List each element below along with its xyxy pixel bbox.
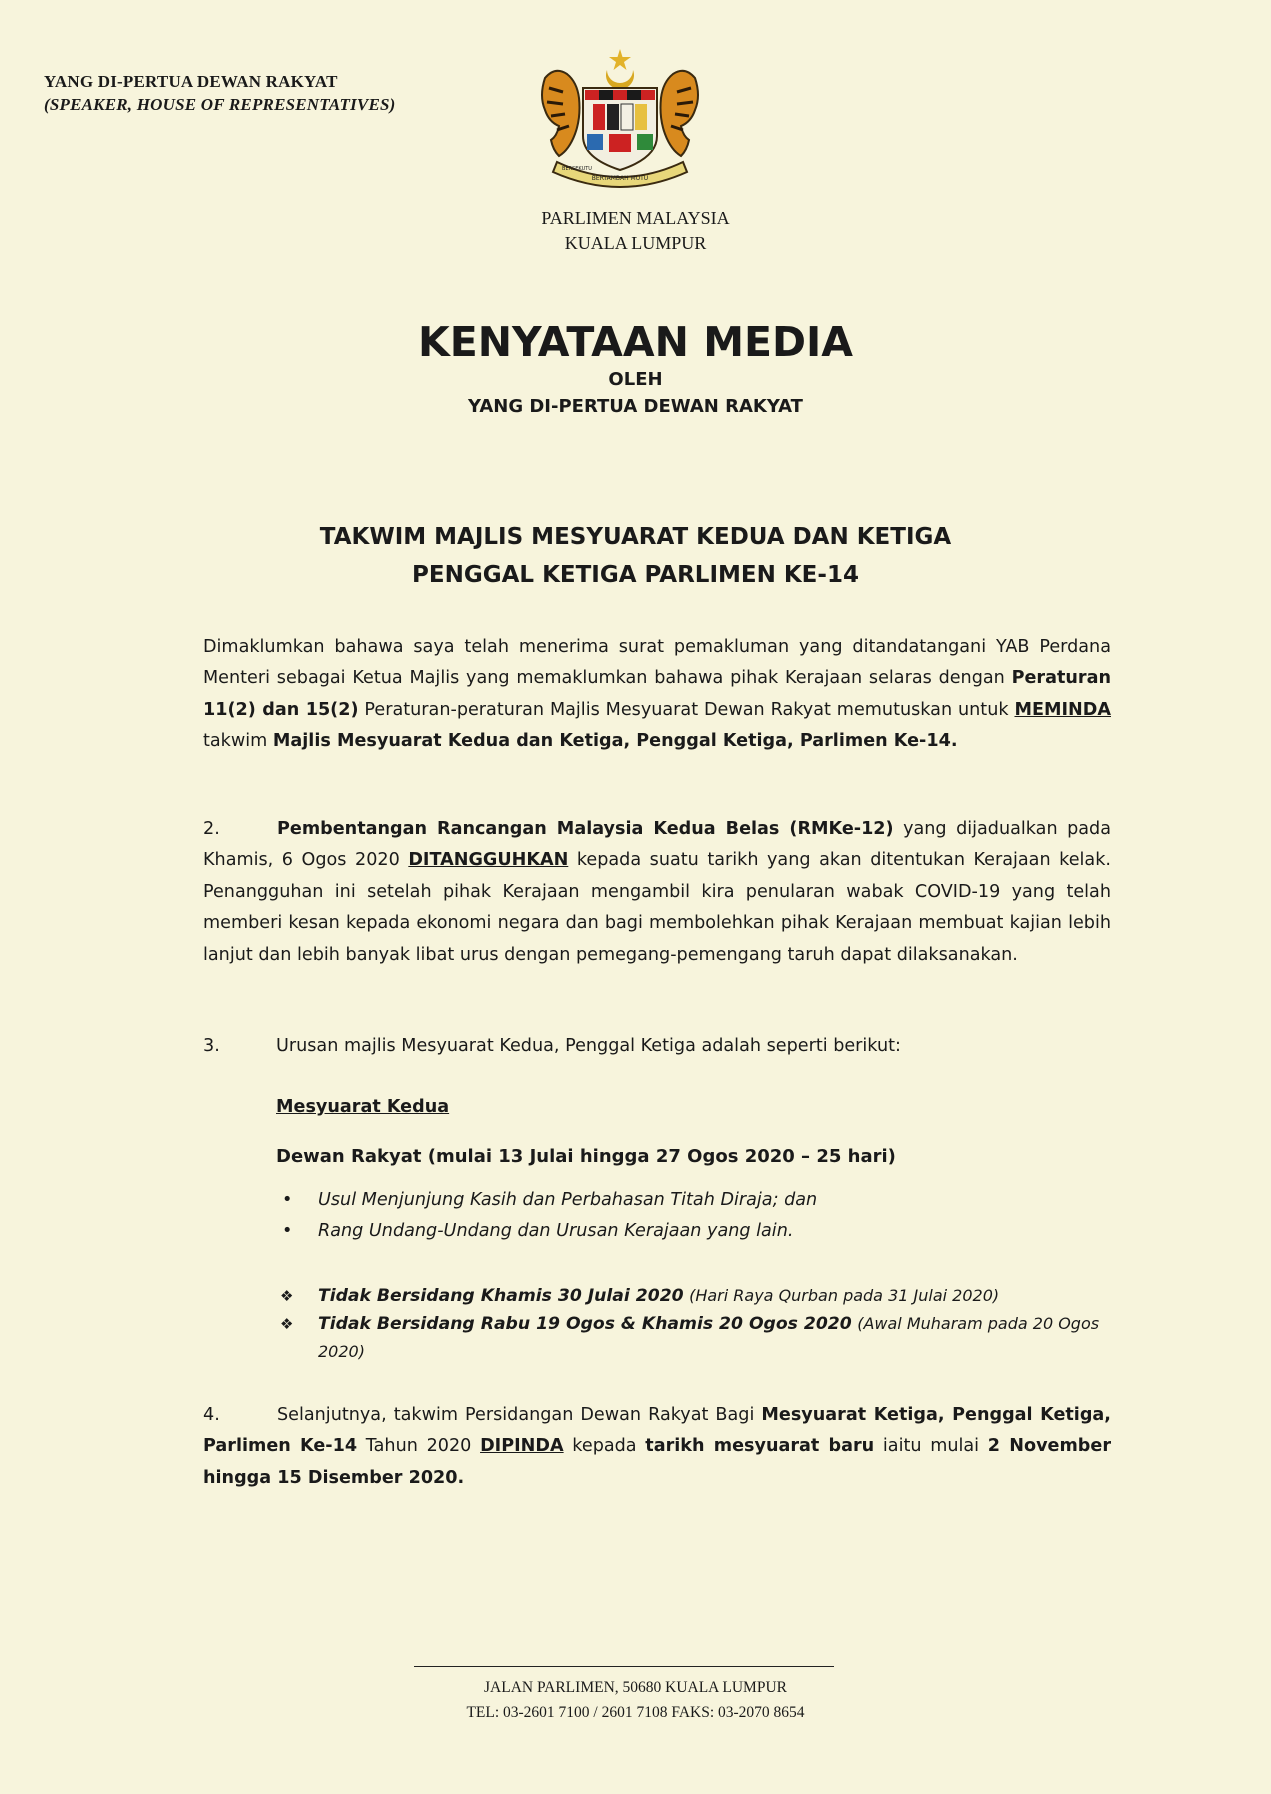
subject-line-1: TAKWIM MAJLIS MESYUARAT KEDUA DAN KETIGA bbox=[319, 524, 952, 550]
agenda-item-2: Rang Undang-Undang dan Urusan Kerajaan yang lain. bbox=[318, 1221, 794, 1241]
footer bbox=[0, 1675, 1271, 1725]
note-2-detail: (Awal Muharam pada 20 Ogos 2020) bbox=[318, 1314, 1100, 1361]
organization-city: KUALA LUMPUR bbox=[564, 233, 707, 253]
subject-line-2: PENGGAL KETIGA PARLIMEN KE-14 bbox=[412, 562, 859, 588]
p4-number: 4. bbox=[203, 1405, 220, 1425]
p2-text-2: kepada suatu tarikh yang akan ditentukan Kerajaan kelak. Penangguhan ini setelah pihak Kerajaan mengambil kira penularan wabak COVID-19 yang telah memberi kesan kepada ekonomi negara dan bagi membolehkan pihak Kerajaan membuat kajian lebih lanjut dan lebih banyak libat urus dengan pemegang-pemengang taruh dapat dilaksanakan. bbox=[203, 850, 1111, 965]
sender-block bbox=[44, 70, 396, 116]
section-date-range: Dewan Rakyat (mulai 13 Julai hingga 27 Ogos 2020 – 25 hari) bbox=[276, 1146, 896, 1167]
paragraph-4 bbox=[203, 1400, 1111, 1494]
p4-new-dates: 2 November hingga 15 Disember 2020. bbox=[203, 1436, 1112, 1488]
page-title: KENYATAAN MEDIA bbox=[417, 318, 854, 366]
crest-ribbon-left: BERSEKUTU bbox=[562, 166, 592, 172]
bullet-icon: • bbox=[282, 1190, 293, 1210]
list-item bbox=[280, 1310, 1120, 1366]
organization-block bbox=[0, 206, 1271, 256]
p2-postponed-keyword: DITANGGUHKAN bbox=[408, 850, 569, 871]
footer-contact: TEL: 03-2601 7100 / 2601 7108 FAKS: 03-2070 8654 bbox=[466, 1704, 805, 1721]
p3-number: 3. bbox=[203, 1036, 220, 1056]
p4-text-1: Selanjutnya, takwim Persidangan Dewan Rakyat Bagi bbox=[277, 1405, 762, 1425]
footer-address: JALAN PARLIMEN, 50680 KUALA LUMPUR bbox=[484, 1679, 787, 1696]
p4-text-3: kepada bbox=[563, 1436, 646, 1457]
note-1-detail: (Hari Raya Qurban pada 31 Julai 2020) bbox=[689, 1286, 1000, 1305]
p1-amend-keyword: MEMINDA bbox=[1014, 699, 1111, 720]
p1-regulations: Peraturan 11(2) dan 15(2) bbox=[203, 668, 1111, 720]
bullet-icon: • bbox=[282, 1221, 293, 1241]
diamond-bullet-icon: ❖ bbox=[280, 1315, 294, 1333]
p1-text-3: takwim bbox=[203, 731, 273, 752]
p3-text: Urusan majlis Mesyuarat Kedua, Penggal Ketiga adalah seperti berikut: bbox=[276, 1036, 901, 1056]
subject-heading bbox=[0, 518, 1271, 594]
p4-amended-keyword: DIPINDA bbox=[480, 1436, 564, 1457]
paragraph-1 bbox=[203, 632, 1111, 758]
agenda-item-1: Usul Menjunjung Kasih dan Perbahasan Titah Diraja; dan bbox=[318, 1190, 818, 1210]
title-block bbox=[0, 318, 1271, 420]
footer-divider bbox=[414, 1666, 834, 1667]
non-sitting-notes bbox=[280, 1282, 1120, 1366]
list-item bbox=[280, 1282, 1120, 1310]
p2-text-1: yang dijadualkan pada Khamis, 6 Ogos 2020 bbox=[203, 819, 1111, 871]
note-1-strong: Tidak Bersidang Khamis 30 Julai 2020 bbox=[318, 1286, 684, 1306]
paragraph-3 bbox=[203, 1031, 901, 1062]
title-by-whom: YANG DI-PERTUA DEWAN RAKYAT bbox=[468, 396, 803, 417]
sender-title: YANG DI-PERTUA DEWAN RAKYAT bbox=[44, 72, 338, 91]
p4-text-2: Tahun 2020 bbox=[357, 1436, 481, 1457]
crest-motto: BERTAMBAH MUTU bbox=[591, 175, 649, 182]
title-by: OLEH bbox=[608, 369, 663, 390]
p1-meeting-name: Majlis Mesyuarat Kedua dan Ketiga, Penggal Ketiga, Parlimen Ke-14. bbox=[272, 731, 958, 752]
p4-meeting-name: Mesyuarat Ketiga, Penggal Ketiga, Parlimen Ke-14 bbox=[203, 1405, 1111, 1457]
p4-text-4: iaitu mulai bbox=[874, 1436, 988, 1457]
list-item bbox=[280, 1185, 817, 1216]
p1-text-1: Dimaklumkan bahawa saya telah menerima surat pemakluman yang ditandatangani YAB Perdana Menteri sebagai Ketua Majlis yang memaklumkan bahawa pihak Kerajaan selaras dengan bbox=[203, 637, 1111, 689]
agenda-list bbox=[280, 1185, 817, 1247]
organization-name: PARLIMEN MALAYSIA bbox=[541, 208, 730, 228]
note-2-strong: Tidak Bersidang Rabu 19 Ogos & Khamis 20 Ogos 2020 bbox=[318, 1314, 852, 1334]
p2-number: 2. bbox=[203, 819, 220, 839]
p2-rmke12: Pembentangan Rancangan Malaysia Kedua Belas (RMKe-12) bbox=[277, 819, 894, 839]
p4-new-date-label: tarikh mesyuarat baru bbox=[645, 1436, 875, 1457]
list-item bbox=[280, 1216, 817, 1247]
malaysia-coat-of-arms-icon bbox=[527, 48, 713, 194]
diamond-bullet-icon: ❖ bbox=[280, 1287, 294, 1305]
p1-text-2: Peraturan-peraturan Majlis Mesyuarat Dewan Rakyat memutuskan untuk bbox=[358, 699, 1015, 720]
sender-title-english: (SPEAKER, HOUSE OF REPRESENTATIVES) bbox=[44, 95, 396, 114]
paragraph-2 bbox=[203, 814, 1111, 971]
section-heading: Mesyuarat Kedua bbox=[276, 1097, 450, 1117]
